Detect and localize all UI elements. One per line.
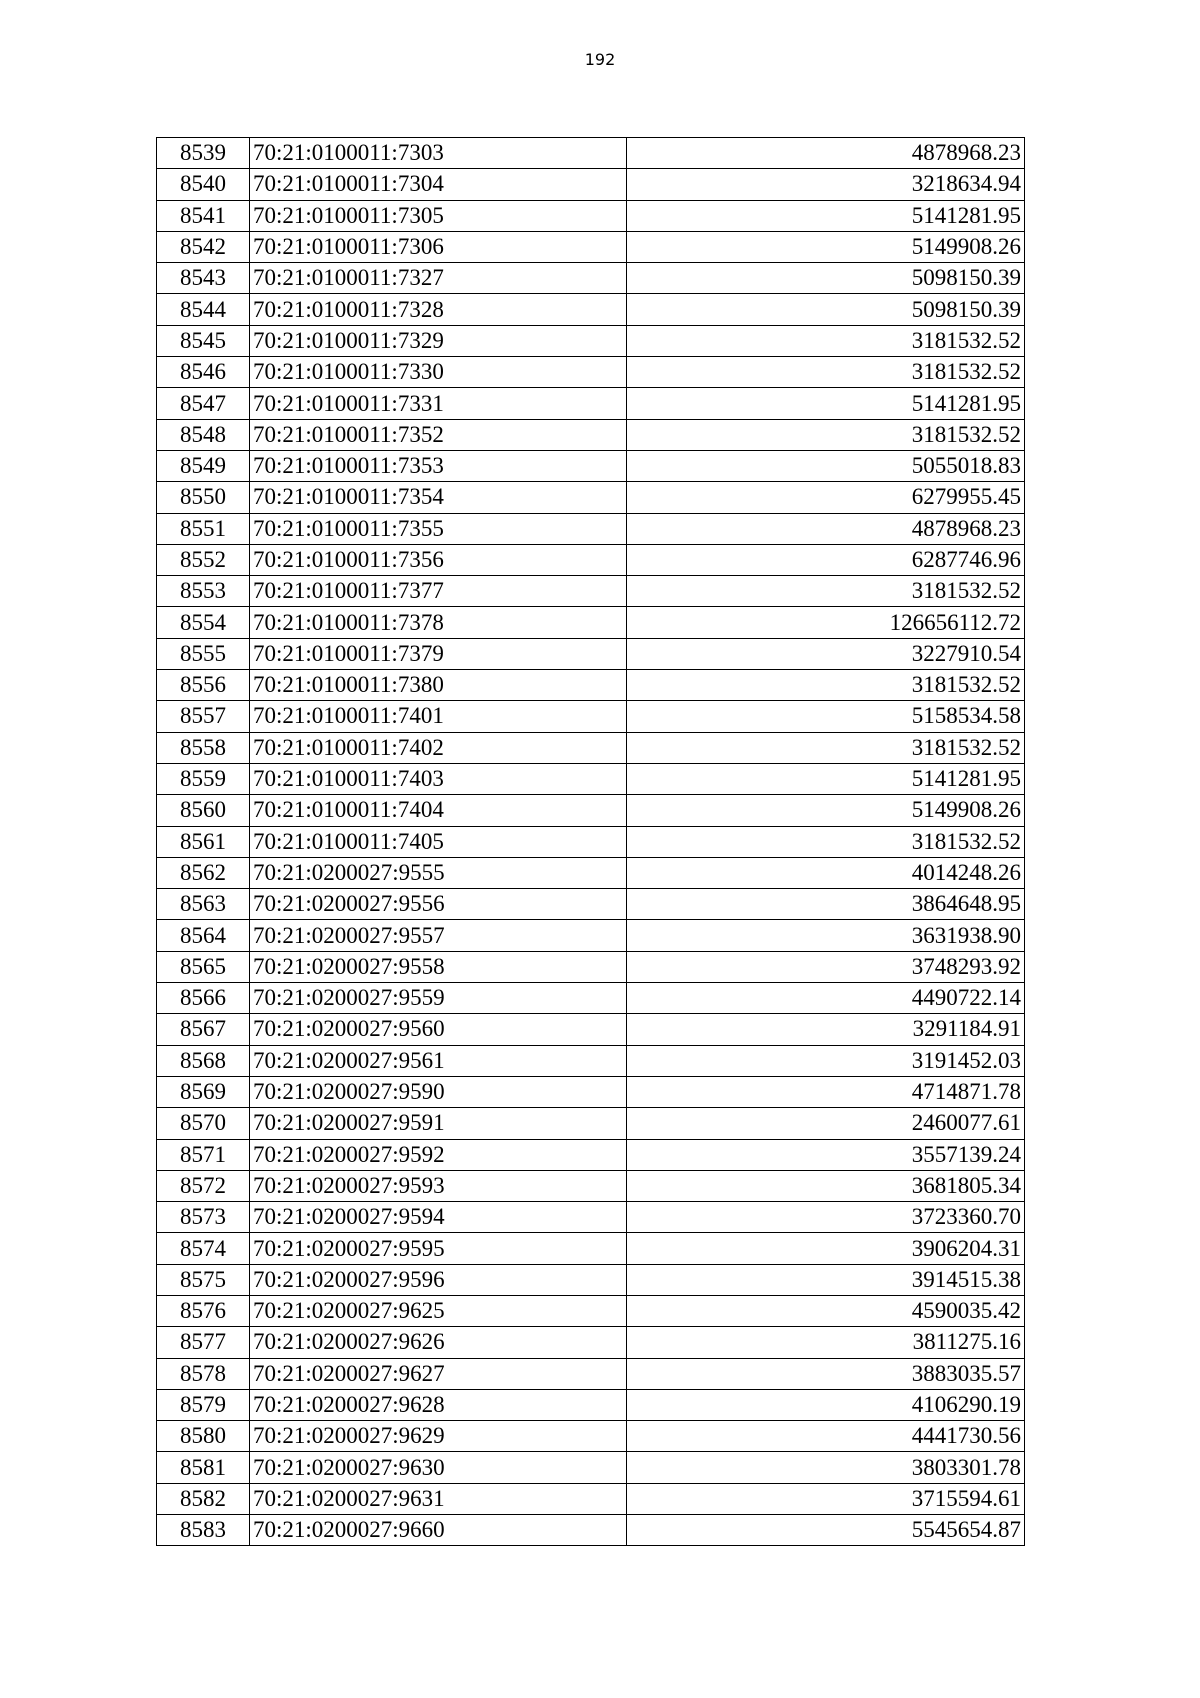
row-number-cell: 8546 bbox=[157, 357, 250, 388]
table-row bbox=[157, 1202, 1025, 1233]
table-row bbox=[157, 1045, 1025, 1076]
table-row bbox=[157, 1515, 1025, 1546]
table-row bbox=[157, 920, 1025, 951]
cadastral-number-cell: 70:21:0200027:9595 bbox=[250, 1233, 627, 1264]
cadastral-number-cell: 70:21:0100011:7304 bbox=[250, 169, 627, 200]
value-cell: 5545654.87 bbox=[627, 1515, 1025, 1546]
table-row bbox=[157, 1421, 1025, 1452]
page-number: 192 bbox=[584, 50, 616, 69]
cadastral-number-cell: 70:21:0100011:7353 bbox=[250, 450, 627, 481]
table-row bbox=[157, 701, 1025, 732]
value-cell: 3681805.34 bbox=[627, 1170, 1025, 1201]
row-number-cell: 8554 bbox=[157, 607, 250, 638]
row-number-cell: 8543 bbox=[157, 263, 250, 294]
value-cell: 3864648.95 bbox=[627, 889, 1025, 920]
row-number-cell: 8559 bbox=[157, 763, 250, 794]
table-row bbox=[157, 294, 1025, 325]
value-cell: 4590035.42 bbox=[627, 1295, 1025, 1326]
value-cell: 5098150.39 bbox=[627, 263, 1025, 294]
cadastral-number-cell: 70:21:0100011:7378 bbox=[250, 607, 627, 638]
table-row bbox=[157, 482, 1025, 513]
value-cell: 5141281.95 bbox=[627, 200, 1025, 231]
value-cell: 3181532.52 bbox=[627, 670, 1025, 701]
table-row bbox=[157, 388, 1025, 419]
table-row bbox=[157, 1483, 1025, 1514]
cadastral-number-cell: 70:21:0100011:7356 bbox=[250, 544, 627, 575]
cadastral-number-cell: 70:21:0200027:9629 bbox=[250, 1421, 627, 1452]
value-cell: 4878968.23 bbox=[627, 513, 1025, 544]
row-number-cell: 8544 bbox=[157, 294, 250, 325]
cadastral-number-cell: 70:21:0100011:7405 bbox=[250, 826, 627, 857]
row-number-cell: 8567 bbox=[157, 1014, 250, 1045]
cadastral-number-cell: 70:21:0200027:9596 bbox=[250, 1264, 627, 1295]
cadastral-number-cell: 70:21:0100011:7404 bbox=[250, 795, 627, 826]
table-row bbox=[157, 200, 1025, 231]
table-row bbox=[157, 951, 1025, 982]
table-row bbox=[157, 544, 1025, 575]
row-number-cell: 8563 bbox=[157, 889, 250, 920]
table-row bbox=[157, 1358, 1025, 1389]
cadastral-number-cell: 70:21:0100011:7305 bbox=[250, 200, 627, 231]
row-number-cell: 8573 bbox=[157, 1202, 250, 1233]
value-cell: 6287746.96 bbox=[627, 544, 1025, 575]
value-cell: 4714871.78 bbox=[627, 1076, 1025, 1107]
row-number-cell: 8574 bbox=[157, 1233, 250, 1264]
value-cell: 4441730.56 bbox=[627, 1421, 1025, 1452]
row-number-cell: 8569 bbox=[157, 1076, 250, 1107]
value-cell: 3181532.52 bbox=[627, 419, 1025, 450]
cadastral-number-cell: 70:21:0200027:9591 bbox=[250, 1108, 627, 1139]
table-row bbox=[157, 138, 1025, 169]
value-cell: 3715594.61 bbox=[627, 1483, 1025, 1514]
row-number-cell: 8576 bbox=[157, 1295, 250, 1326]
cadastral-number-cell: 70:21:0200027:9556 bbox=[250, 889, 627, 920]
cadastral-number-cell: 70:21:0200027:9593 bbox=[250, 1170, 627, 1201]
row-number-cell: 8557 bbox=[157, 701, 250, 732]
value-cell: 3748293.92 bbox=[627, 951, 1025, 982]
table-row bbox=[157, 1295, 1025, 1326]
value-cell: 3883035.57 bbox=[627, 1358, 1025, 1389]
value-cell: 3218634.94 bbox=[627, 169, 1025, 200]
value-cell: 3181532.52 bbox=[627, 325, 1025, 356]
cadastral-number-cell: 70:21:0100011:7303 bbox=[250, 138, 627, 169]
row-number-cell: 8539 bbox=[157, 138, 250, 169]
table-row bbox=[157, 576, 1025, 607]
row-number-cell: 8561 bbox=[157, 826, 250, 857]
row-number-cell: 8564 bbox=[157, 920, 250, 951]
table-row bbox=[157, 1452, 1025, 1483]
cadastral-number-cell: 70:21:0100011:7327 bbox=[250, 263, 627, 294]
value-cell: 3723360.70 bbox=[627, 1202, 1025, 1233]
value-cell: 3181532.52 bbox=[627, 826, 1025, 857]
table-row bbox=[157, 1327, 1025, 1358]
cadastral-number-cell: 70:21:0200027:9627 bbox=[250, 1358, 627, 1389]
row-number-cell: 8577 bbox=[157, 1327, 250, 1358]
data-table bbox=[156, 137, 1025, 1546]
cadastral-number-cell: 70:21:0100011:7403 bbox=[250, 763, 627, 794]
cadastral-number-cell: 70:21:0100011:7352 bbox=[250, 419, 627, 450]
table-row bbox=[157, 419, 1025, 450]
cadastral-number-cell: 70:21:0100011:7401 bbox=[250, 701, 627, 732]
cadastral-number-cell: 70:21:0200027:9631 bbox=[250, 1483, 627, 1514]
table-row bbox=[157, 263, 1025, 294]
cadastral-number-cell: 70:21:0100011:7379 bbox=[250, 638, 627, 669]
value-cell: 3803301.78 bbox=[627, 1452, 1025, 1483]
value-cell: 3811275.16 bbox=[627, 1327, 1025, 1358]
value-cell: 3181532.52 bbox=[627, 576, 1025, 607]
value-cell: 3181532.52 bbox=[627, 357, 1025, 388]
table-row bbox=[157, 1139, 1025, 1170]
table-row bbox=[157, 1233, 1025, 1264]
table-row bbox=[157, 325, 1025, 356]
cadastral-number-cell: 70:21:0200027:9559 bbox=[250, 983, 627, 1014]
value-cell: 3181532.52 bbox=[627, 732, 1025, 763]
table-row bbox=[157, 1264, 1025, 1295]
row-number-cell: 8549 bbox=[157, 450, 250, 481]
cadastral-number-cell: 70:21:0200027:9660 bbox=[250, 1515, 627, 1546]
value-cell: 4106290.19 bbox=[627, 1389, 1025, 1420]
value-cell: 5141281.95 bbox=[627, 388, 1025, 419]
cadastral-number-cell: 70:21:0200027:9561 bbox=[250, 1045, 627, 1076]
table-row bbox=[157, 1108, 1025, 1139]
cadastral-number-cell: 70:21:0200027:9626 bbox=[250, 1327, 627, 1358]
row-number-cell: 8575 bbox=[157, 1264, 250, 1295]
cadastral-number-cell: 70:21:0200027:9594 bbox=[250, 1202, 627, 1233]
row-number-cell: 8558 bbox=[157, 732, 250, 763]
cadastral-number-cell: 70:21:0200027:9628 bbox=[250, 1389, 627, 1420]
row-number-cell: 8560 bbox=[157, 795, 250, 826]
row-number-cell: 8565 bbox=[157, 951, 250, 982]
row-number-cell: 8553 bbox=[157, 576, 250, 607]
table-row bbox=[157, 795, 1025, 826]
row-number-cell: 8583 bbox=[157, 1515, 250, 1546]
value-cell: 3227910.54 bbox=[627, 638, 1025, 669]
row-number-cell: 8578 bbox=[157, 1358, 250, 1389]
row-number-cell: 8552 bbox=[157, 544, 250, 575]
row-number-cell: 8581 bbox=[157, 1452, 250, 1483]
row-number-cell: 8542 bbox=[157, 231, 250, 262]
cadastral-number-cell: 70:21:0100011:7354 bbox=[250, 482, 627, 513]
row-number-cell: 8566 bbox=[157, 983, 250, 1014]
row-number-cell: 8545 bbox=[157, 325, 250, 356]
table-row bbox=[157, 1076, 1025, 1107]
cadastral-number-cell: 70:21:0100011:7380 bbox=[250, 670, 627, 701]
value-cell: 3557139.24 bbox=[627, 1139, 1025, 1170]
row-number-cell: 8568 bbox=[157, 1045, 250, 1076]
cadastral-number-cell: 70:21:0100011:7402 bbox=[250, 732, 627, 763]
cadastral-number-cell: 70:21:0200027:9557 bbox=[250, 920, 627, 951]
table-row bbox=[157, 857, 1025, 888]
value-cell: 5098150.39 bbox=[627, 294, 1025, 325]
row-number-cell: 8547 bbox=[157, 388, 250, 419]
cadastral-number-cell: 70:21:0200027:9560 bbox=[250, 1014, 627, 1045]
cadastral-number-cell: 70:21:0200027:9625 bbox=[250, 1295, 627, 1326]
row-number-cell: 8550 bbox=[157, 482, 250, 513]
cadastral-number-cell: 70:21:0100011:7306 bbox=[250, 231, 627, 262]
row-number-cell: 8556 bbox=[157, 670, 250, 701]
value-cell: 5141281.95 bbox=[627, 763, 1025, 794]
value-cell: 3191452.03 bbox=[627, 1045, 1025, 1076]
table-row bbox=[157, 983, 1025, 1014]
value-cell: 5158534.58 bbox=[627, 701, 1025, 732]
value-cell: 4878968.23 bbox=[627, 138, 1025, 169]
row-number-cell: 8571 bbox=[157, 1139, 250, 1170]
cadastral-number-cell: 70:21:0200027:9630 bbox=[250, 1452, 627, 1483]
table-row bbox=[157, 450, 1025, 481]
row-number-cell: 8555 bbox=[157, 638, 250, 669]
value-cell: 3631938.90 bbox=[627, 920, 1025, 951]
table-row bbox=[157, 513, 1025, 544]
value-cell: 2460077.61 bbox=[627, 1108, 1025, 1139]
table-row bbox=[157, 826, 1025, 857]
cadastral-number-cell: 70:21:0100011:7328 bbox=[250, 294, 627, 325]
cadastral-number-cell: 70:21:0100011:7355 bbox=[250, 513, 627, 544]
table-row bbox=[157, 1014, 1025, 1045]
value-cell: 4014248.26 bbox=[627, 857, 1025, 888]
row-number-cell: 8551 bbox=[157, 513, 250, 544]
table-row bbox=[157, 607, 1025, 638]
cadastral-number-cell: 70:21:0100011:7331 bbox=[250, 388, 627, 419]
table-row bbox=[157, 670, 1025, 701]
value-cell: 4490722.14 bbox=[627, 983, 1025, 1014]
table-row bbox=[157, 889, 1025, 920]
table-row bbox=[157, 732, 1025, 763]
row-number-cell: 8572 bbox=[157, 1170, 250, 1201]
value-cell: 5055018.83 bbox=[627, 450, 1025, 481]
row-number-cell: 8570 bbox=[157, 1108, 250, 1139]
row-number-cell: 8548 bbox=[157, 419, 250, 450]
row-number-cell: 8579 bbox=[157, 1389, 250, 1420]
value-cell: 3906204.31 bbox=[627, 1233, 1025, 1264]
row-number-cell: 8582 bbox=[157, 1483, 250, 1514]
table-row bbox=[157, 763, 1025, 794]
value-cell: 126656112.72 bbox=[627, 607, 1025, 638]
table-body bbox=[157, 138, 1025, 1546]
table-row bbox=[157, 357, 1025, 388]
row-number-cell: 8562 bbox=[157, 857, 250, 888]
value-cell: 5149908.26 bbox=[627, 795, 1025, 826]
cadastral-number-cell: 70:21:0200027:9590 bbox=[250, 1076, 627, 1107]
row-number-cell: 8580 bbox=[157, 1421, 250, 1452]
cadastral-number-cell: 70:21:0200027:9592 bbox=[250, 1139, 627, 1170]
table-row bbox=[157, 1389, 1025, 1420]
table-row bbox=[157, 1170, 1025, 1201]
value-cell: 3291184.91 bbox=[627, 1014, 1025, 1045]
value-cell: 3914515.38 bbox=[627, 1264, 1025, 1295]
table-row bbox=[157, 231, 1025, 262]
cadastral-number-cell: 70:21:0200027:9555 bbox=[250, 857, 627, 888]
cadastral-number-cell: 70:21:0100011:7329 bbox=[250, 325, 627, 356]
cadastral-number-cell: 70:21:0100011:7330 bbox=[250, 357, 627, 388]
table-row bbox=[157, 169, 1025, 200]
cadastral-number-cell: 70:21:0200027:9558 bbox=[250, 951, 627, 982]
cadastral-number-cell: 70:21:0100011:7377 bbox=[250, 576, 627, 607]
table-row bbox=[157, 638, 1025, 669]
value-cell: 5149908.26 bbox=[627, 231, 1025, 262]
value-cell: 6279955.45 bbox=[627, 482, 1025, 513]
row-number-cell: 8540 bbox=[157, 169, 250, 200]
row-number-cell: 8541 bbox=[157, 200, 250, 231]
